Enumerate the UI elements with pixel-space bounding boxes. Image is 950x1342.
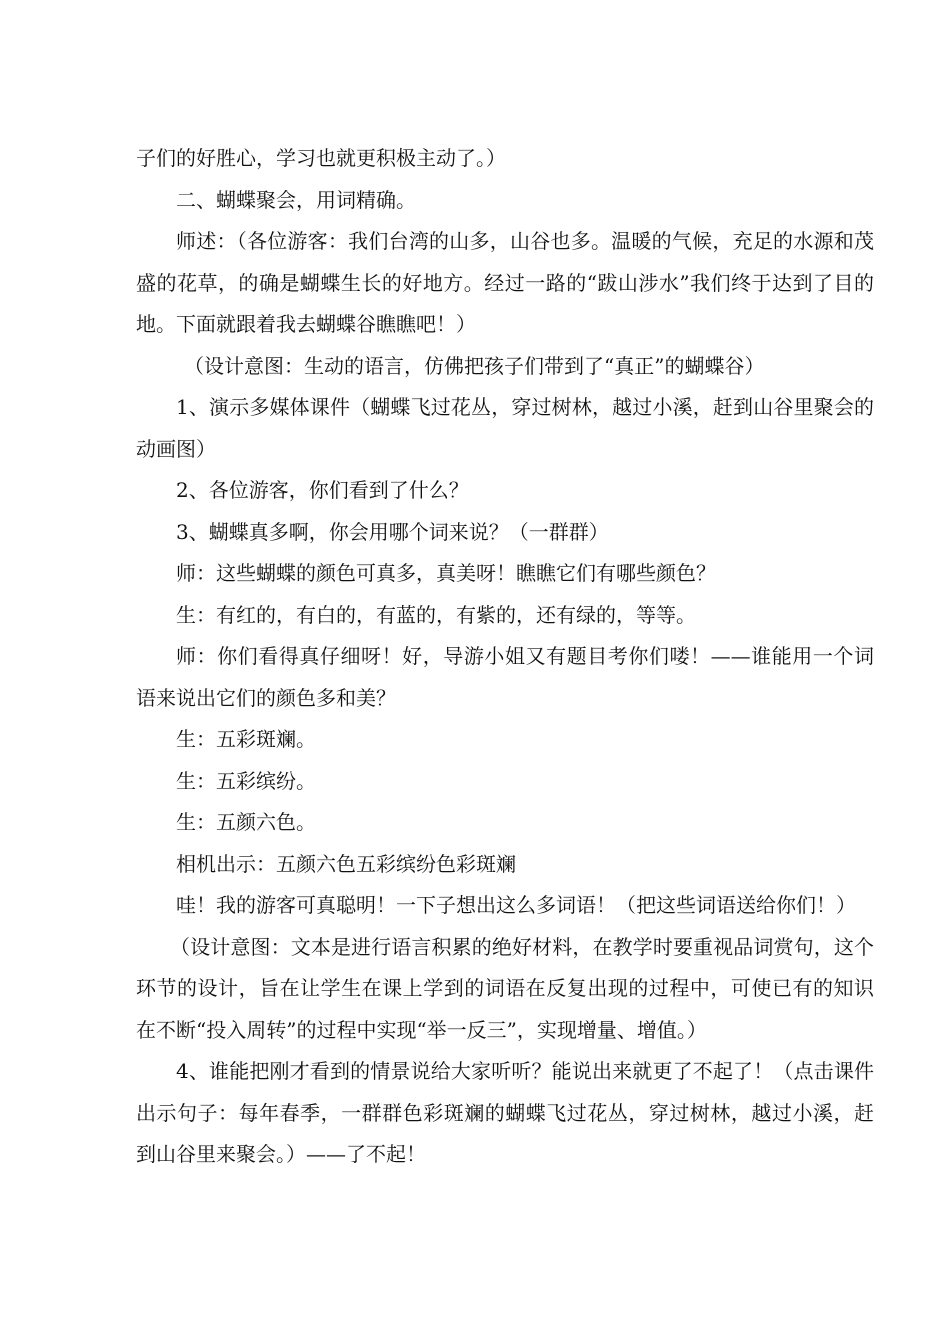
paragraph-student-line: 生：有红的，有白的，有蓝的，有紫的，还有绿的，等等。 bbox=[176, 602, 696, 627]
paragraph-design-intent: （设计意图：文本是进行语言积累的绝好材料，在教学时要重视品词赏句，这个环节的设计，旨在让学生在课上学到的词语在反复出现的过程中，可使已有的知识在不断“投入周转”的过程中实现“举一反三”，实现增量、增值。） bbox=[136, 934, 874, 1042]
paragraph-step-4: 4、谁能把刚才看到的情景说给大家听听？能说出来就更了不起了！（点击课件出示句子：每年春季，一群群色彩斑斓的蝴蝶飞过花丛，穿过树林，越过小溪，赶到山谷里来聚会。）——了不起！ bbox=[136, 1059, 874, 1166]
paragraph-design-intent: （设计意图：生动的语言，仿佛把孩子们带到了“真正”的蝴蝶谷） bbox=[184, 353, 765, 378]
paragraph-student-line: 生：五颜六色。 bbox=[176, 810, 316, 834]
paragraph-praise: 哇！我的游客可真聪明！一下子想出这么多词语！（把这些词语送给你们！） bbox=[176, 893, 856, 917]
paragraph-student-line: 生：五彩斑斓。 bbox=[176, 727, 316, 751]
paragraph-continuation: 子们的好胜心，学习也就更积极主动了。） bbox=[136, 146, 506, 170]
paragraph-step-3: 3、蝴蝶真多啊，你会用哪个词来说？（一群群） bbox=[176, 519, 609, 544]
paragraph-student-line: 生：五彩缤纷。 bbox=[176, 768, 316, 793]
paragraph-step-1: 1、演示多媒体课件（蝴蝶飞过花丛，穿过树林，越过小溪，赶到山谷里聚会的动画图） bbox=[136, 395, 874, 461]
section-heading: 二、蝴蝶聚会，用词精确。 bbox=[176, 187, 416, 212]
paragraph-teacher-line: 师：这些蝴蝶的颜色可真多，真美呀！瞧瞧它们有哪些颜色？ bbox=[176, 561, 716, 585]
paragraph-teacher-line: 师：你们看得真仔细呀！好，导游小姐又有题目考你们喽！——谁能用一个词语来说出它们的颜色多和美？ bbox=[136, 644, 874, 710]
paragraph-teacher-narration: 师述：（各位游客：我们台湾的山多，山谷也多。温暖的气候，充足的水源和茂盛的花草，的确是蝴蝶生长的好地方。经过一路的“跋山涉水”我们终于达到了目的地。下面就跟着我去蝴蝶谷瞧瞧吧！） bbox=[136, 229, 874, 336]
paragraph-step-2: 2、各位游客，你们看到了什么？ bbox=[176, 478, 469, 502]
paragraph-display-words: 相机出示：五颜六色五彩缤纷色彩斑斓 bbox=[176, 851, 516, 876]
document-body bbox=[136, 138, 874, 1176]
